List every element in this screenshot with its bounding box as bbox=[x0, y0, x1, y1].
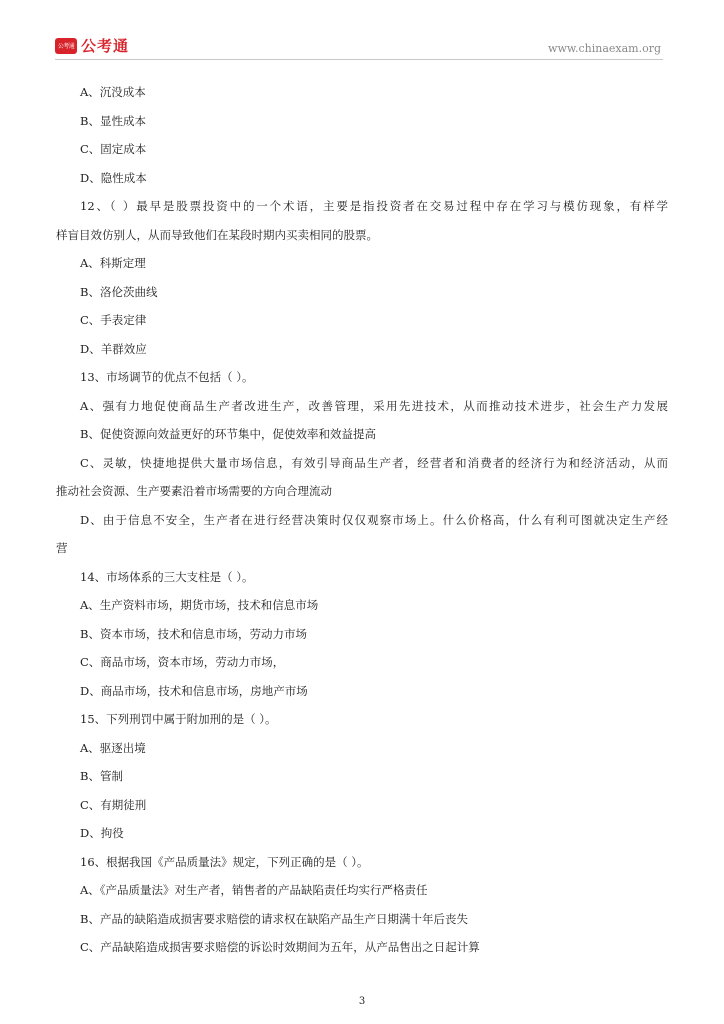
text-line: A、《产品质量法》对生产者，销售者的产品缺陷责任均实行严格责任 bbox=[80, 883, 428, 897]
text-line: B、洛伦茨曲线 bbox=[80, 284, 158, 299]
text-line: D、由于信息不安全，生产者在进行经营决策时仅仅观察市场上。什么价格高，什么有利可图就决定生产经 bbox=[80, 512, 668, 527]
text-line: 样盲目效仿别人，从而导致他们在某段时期内买卖相同的股票。 bbox=[56, 227, 378, 242]
text-line: B、管制 bbox=[80, 769, 123, 783]
text-line: C、有期徒刑 bbox=[80, 797, 147, 812]
logo bbox=[55, 35, 129, 56]
page-number: 3 bbox=[358, 996, 366, 1007]
text-line: 营 bbox=[56, 541, 68, 555]
text-line: D、羊群效应 bbox=[80, 341, 147, 356]
text-line: 16、根据我国《产品质量法》规定，下列正确的是（ ）。 bbox=[80, 854, 369, 869]
text-line: C、商品市场，资本市场，劳动力市场， bbox=[80, 655, 285, 669]
text-line: D、商品市场，技术和信息市场，房地产市场 bbox=[80, 683, 308, 698]
text-line: 13、市场调节的优点不包括（ ）。 bbox=[80, 370, 254, 384]
text-line: B、促使资源向效益更好的环节集中，促使效率和效益提高 bbox=[80, 427, 376, 441]
text-line: A、驱逐出境 bbox=[80, 740, 146, 755]
text-line: A、科斯定理 bbox=[80, 256, 146, 270]
text-line: 14、市场体系的三大支柱是（ ）。 bbox=[80, 569, 254, 584]
text-line: C、灵敏，快捷地提供大量市场信息，有效引导商品生产者，经营者和消费者的经济行为和经济活动，从而 bbox=[80, 455, 668, 470]
text-line: 15、下列刑罚中属于附加刑的是（ ）。 bbox=[80, 712, 277, 726]
site-url: www.chinaexam.org bbox=[548, 42, 661, 55]
text-line: 12、（ ）最早是股票投资中的一个术语，主要是指投资者在交易过程中存在学习与模仿现象，有样学 bbox=[80, 199, 668, 213]
text-line: A、生产资料市场，期货市场，技术和信息市场 bbox=[80, 598, 319, 612]
logo-badge-icon: 公考通 bbox=[55, 38, 77, 54]
text-line: 推动社会资源、生产要素沿着市场需要的方向合理流动 bbox=[56, 484, 332, 498]
text-line: B、资本市场，技术和信息市场，劳动力市场 bbox=[80, 626, 307, 641]
page-header bbox=[55, 35, 663, 60]
document-body bbox=[56, 78, 668, 962]
text-line: A、强有力地促使商品生产者改进生产，改善管理，采用先进技术，从而推动技术进步，社会生产力发展 bbox=[80, 398, 668, 413]
text-line: B、产品的缺陷造成损害要求赔偿的请求权在缺陷产品生产日期满十年后丧失 bbox=[80, 911, 468, 926]
text-line: C、手表定律 bbox=[80, 313, 147, 327]
text-line: D、隐性成本 bbox=[80, 170, 147, 185]
logo-name: 公考通 bbox=[81, 37, 130, 55]
text-line: A、沉没成本 bbox=[80, 85, 146, 99]
text-line: C、固定成本 bbox=[80, 142, 147, 156]
text-line: B、显性成本 bbox=[80, 113, 146, 128]
text-line: D、拘役 bbox=[80, 826, 124, 840]
text-line: C、产品缺陷造成损害要求赔偿的诉讼时效期间为五年，从产品售出之日起计算 bbox=[80, 940, 480, 954]
